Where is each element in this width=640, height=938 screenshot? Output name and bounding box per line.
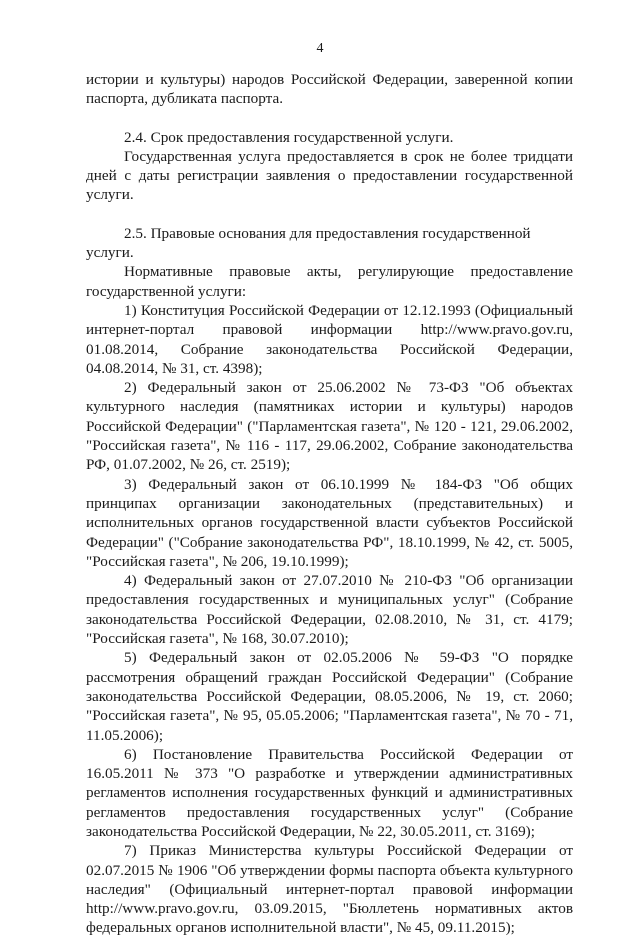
list-item-4: 4) Федеральный закон от 27.07.2010 № 210-ФЗ "Об организации предоставления государственных и муниципальных услуг" (Собрание законодательства Российской Федерации, 02.08.2010, № 31, ст. 4179; "Российская газета", № 168, 30.07.2010); [86,572,573,648]
list-item-5: 5) Федеральный закон от 02.05.2006 № 59-ФЗ "О порядке рассмотрения обращений граждан Российской Федерации" (Собрание законодательства Российской Федерации, 08.05.2006, № 19, ст. 2060; "Российская газета", № 95, 05.05.2006; "Парламентская газета", № 70 - 71, 11.05.2006); [86,649,573,744]
list-item-6: 6) Постановление Правительства Российской Федерации от 16.05.2011 № 373 "О разработке и утверждении административных регламентов исполнения государственных функций и административных регламентов предоставления государственных услуг" (Собрание законодательства Российской Федерации, № 22, 30.05.2011, ст. 3169); [86,745,573,840]
list-item-3: 3) Федеральный закон от 06.10.1999 № 184-ФЗ "Об общих принципах организации законодательных (представительных) и исполнительных органов государственной власти субъектов Российской Федерации" ("Собрание законодательства РФ", 18.10.1999, № 42, ст. 5005, "Российская газета", № 206, 19.10.1999); [86,475,573,570]
list-item-1: 1) Конституция Российской Федерации от 12.12.1993 (Официальный интернет-портал правовой информации http://www.pravo.gov.ru, 01.08.2014, Собрание законодательства Российской Федерации, 04.08.2014, № 31, ст. 4398); [86,301,573,377]
paragraph-legal-acts-intro: Нормативные правовые акты, регулирующие предоставление государственной услуги: [86,263,573,300]
list-item-7: 7) Приказ Министерства культуры Российской Федерации от 02.07.2015 № 1906 "Об утверждении формы паспорта объекта культурного наследия" (Официальный интернет-портал правовой информации http://www.pravo.gov.ru, 03.09.2015, "Бюллетень нормативных актов федеральных органов исполнительной власти", № 45, 09.11.2015); [86,842,573,937]
section-heading-2-4: 2.4. Срок предоставления государственной услуги. [124,128,454,146]
paragraph-gap [86,109,573,128]
paragraph-continuation: истории и культуры) народов Российской Федерации, заверенной копии паспорта, дубликата паспорта. [86,71,573,108]
paragraph-gap [86,205,573,224]
section-heading-2-5: 2.5. Правовые основания для предоставления государственной услуги. [86,224,531,262]
list-item-2: 2) Федеральный закон от 25.06.2002 № 73-ФЗ "Об объектах культурного наследия (памятниках истории и культуры) народов Российской Федерации" ("Парламентская газета", № 120 - 121, 29.06.2002, "Российская газета", № 116 - 117, 29.06.2002, Собрание законодательства РФ, 01.07.2002, № 26, ст. 2519); [86,379,573,474]
document-body [86,70,573,938]
page-number: 4 [316,41,324,56]
paragraph-service-term: Государственная услуга предоставляется в срок не более тридцати дней с даты регистрации заявления о предоставлении государственной услуги. [86,147,573,204]
